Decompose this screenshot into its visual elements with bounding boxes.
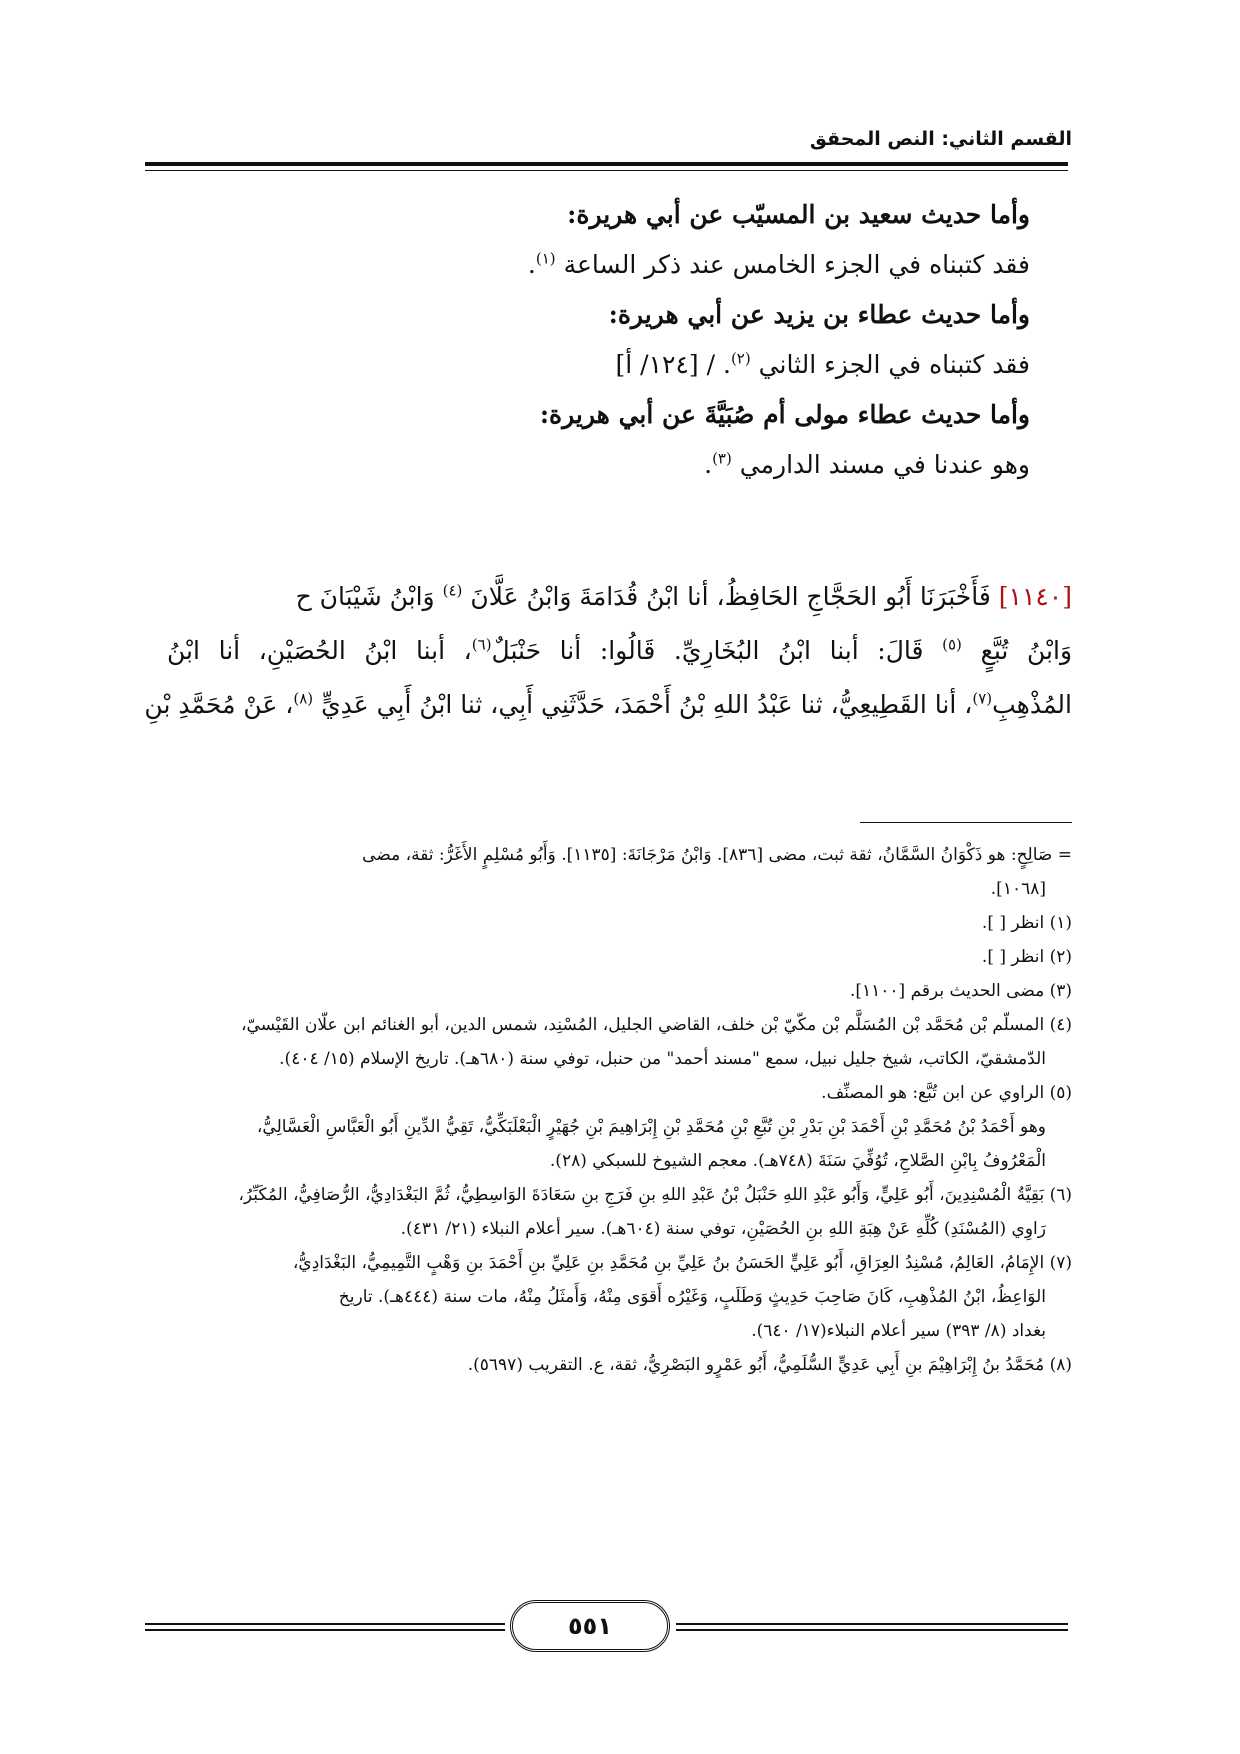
section-heading-2: وأما حديث عطاء بن يزيد عن أبي هريرة: (608, 300, 1030, 329)
page-number: ٥٥١ (510, 1600, 670, 1652)
running-header: القسم الثاني: النص المحقق (809, 128, 1072, 150)
text-line-2 (170, 240, 1030, 290)
footer-rule-left (145, 1623, 505, 1625)
text-line-4 (170, 340, 1030, 390)
text-line-2-body: فقد كتبناه في الجزء الخامس عند ذكر الساعة (563, 250, 1030, 279)
hadith-line-2-a: وَابْنُ تُبَّعٍ (980, 636, 1073, 665)
text-line-6-end: . (704, 450, 713, 479)
section-heading-3: وأما حديث عطاء مولى أم صُبَيَّةَ عن أبي هريرة: (539, 400, 1030, 429)
footnote-7-line-3: بغداد (٨/ ٣٩٣) سير أعلام النبلاء(١٧/ ٦٤٠). (751, 1321, 1046, 1341)
main-text (170, 190, 1030, 490)
hadith-text (144, 570, 1073, 732)
continuation-marker: = (1057, 845, 1072, 865)
footer-rule-right-2 (676, 1629, 1068, 1631)
text-line-2-end: . (527, 250, 536, 279)
footnote-ref-5: (٥) (942, 635, 962, 654)
footnote-ref-8: (٨) (293, 689, 314, 708)
hadith-line-2-b: قَالَ: أبنا ابْنُ البُخَارِيِّ. قَالُوا: أنا حَنْبَلٌ (491, 636, 924, 665)
footnote-ref-3: (٣) (712, 449, 732, 468)
footnote-8: (٨) مُحَمَّدُ بنُ إِبْرَاهِيْمَ بنِ أَبِي عَدِيٍّ السُّلَمِيُّ، أَبُو عَمْرٍو البَصْرِيُّ، ثقة، ع. التقريب (٥٦٩٧). (467, 1355, 1072, 1375)
hadith-line-1-a: فَأَخْبَرَنَا أَبُو الحَجَّاجِ الحَافِظُ، أنا ابْنُ قُدَامَةَ وَابْنُ عَلَّانَ (470, 582, 991, 611)
footnote-3: (٣) مضى الحديث برقم [١١٠٠]. (849, 981, 1072, 1001)
footnote-2: (٢) انظر [ ]. (981, 947, 1072, 967)
footnote-ref-4: (٤) (442, 581, 463, 600)
footnote-separator (860, 822, 1072, 823)
hadith-line-3-c: ، عَنْ مُحَمَّدِ بْنِ (144, 690, 294, 719)
footnote-7-line-1: (٧) الإِمَامُ، العَالِمُ، مُسْنِدُ العِرَاقِ، أَبُو عَلِيٍّ الحَسَنُ بنُ عَلِيِّ بنِ مُحَمَّدِ بنِ عَلِيِّ بنِ أَحْمَدَ بنِ وَهْبٍ التَّمِيمِيُّ، البَغْدَادِيُّ، (292, 1253, 1072, 1273)
footnote-continuation-2: [١٠٦٨]. (990, 879, 1046, 899)
footnote-ref-2: (٢) (730, 349, 751, 368)
footnote-ref-6: (٦) (471, 635, 492, 654)
footnote-ref-1: (١) (535, 249, 556, 268)
text-line-4-end: . / [١٢٤/ أ] (615, 350, 731, 379)
footnote-5-line-2: وهو أَحْمَدُ بْنُ مُحَمَّدِ بْنِ أَحْمَدَ بْنِ بَدْرِ بْنِ تُبَّعِ بْنِ مُحَمَّدِ بْنِ إِبْرَاهِيمَ بْنِ جُهَيْرٍ الْبَعْلَبَكِّيُّ، تَقِيُّ الدِّينِ أَبُو الْعَبَّاسِ الْعَسَّالِيُّ، (256, 1117, 1046, 1137)
footnote-4-line-2: الدّمشقيّ، الكاتب، شيخ جليل نبيل، سمع "مسند أحمد" من حنبل، توفي سنة (٦٨٠هـ). تاريخ الإسلام (١٥/ ٤٠٤). (279, 1049, 1046, 1069)
footnotes (167, 838, 1072, 1382)
footer-rule-left-2 (145, 1629, 505, 1631)
text-line-6 (170, 440, 1030, 490)
footnote-5-line-1: (٥) الراوي عن ابن تُبَّع: هو المصنِّف. (821, 1083, 1072, 1103)
header-rule-thin (145, 170, 1068, 171)
text-line-6-body: وهو عندنا في مسند الدارمي (739, 450, 1030, 479)
footnote-7-line-2: الوَاعِظُ، ابْنُ المُذْهِبِ، كَانَ صَاحِبَ حَدِيثٍ وَطَلَبٍ، وَغَيْرُه أَقوَى مِنْهُ، وَأَمثَلُ مِنْهُ، مات سنة (٤٤٤هـ). تاريخ (338, 1287, 1046, 1307)
section-heading-1: وأما حديث سعيد بن المسيّب عن أبي هريرة: (567, 200, 1030, 229)
hadith-line-1 (167, 570, 1072, 624)
footnote-6-line-2: رَاوِي (المُسْنَدِ) كُلِّهِ عَنْ هِبَةِ اللهِ بنِ الحُصَيْنِ، توفي سنة (٦٠٤هـ). سير أعلام النبلاء (٢١/ ٤٣١). (400, 1219, 1046, 1239)
footnote-ref-7: (٧) (972, 689, 993, 708)
footnote-1: (١) انظر [ ]. (981, 913, 1072, 933)
header-rule-thick (145, 162, 1068, 166)
text-line-4-body: فقد كتبناه في الجزء الثاني (758, 350, 1030, 379)
hadith-line-1-b: وَابْنُ شَيْبَانَ ح (295, 582, 435, 611)
hadith-line-3-b: ، أنا القَطِيعِيُّ، ثنا عَبْدُ اللهِ بْنُ أَحْمَدَ، حَدَّثَنِي أَبِي، ثنا ابْنُ أَبِي عَدِيٍّ (321, 690, 973, 719)
footnote-5-line-3: الْمَعْرُوفُ بِابْنِ الصَّلاحِ، تُوُفِّيَ سَنَةَ (٧٤٨هـ). معجم الشيوخ للسبكي (٢٨). (549, 1151, 1046, 1171)
continuation-line-1: صَالِحٍ: هو ذَكْوَانُ السَّمَّانُ، ثقة ثبت، مضى [٨٣٦]. وَابْنُ مَرْجَانَةَ: [١١٣٥]. وَأَبُو مُسْلِمٍ الأَغَرُّ: ثقة، مضى (362, 845, 1053, 865)
footer-rule-right (676, 1623, 1068, 1625)
hadith-line-3 (144, 678, 1072, 732)
hadith-line-2-c: ، أبنا ابْنُ الحُصَيْنِ، أنا ابْنُ (167, 636, 472, 665)
footnote-6-line-1: (٦) بَقِيَّةُ الْمُسْنِدِينَ، أَبُو عَلِيٍّ، وَأَبُو عَبْدِ اللهِ حَنْبَلُ بْنُ عَبْدِ اللهِ بنِ فَرَجِ بنِ سَعَادَةَ الوَاسِطِيُّ، ثُمَّ البَغْدَادِيُّ، الرُّصَافِيُّ، المُكَبِّرُ، (238, 1185, 1072, 1205)
hadith-line-3-a: المُذْهِبِ (992, 690, 1072, 719)
hadith-line-2 (167, 624, 1072, 678)
hadith-number: [١١٤٠] (998, 582, 1072, 611)
footnote-4-line-1: (٤) المسلّم بْن مُحَمَّد بْن المُسَلَّم بْن مكّيّ بْن خلف، القاضي الجليل، المُسْنِد، شمس الدين، أبو الغنائم ابن علّان القَيْسيّ، (241, 1015, 1072, 1035)
footnote-continuation (167, 838, 1072, 872)
